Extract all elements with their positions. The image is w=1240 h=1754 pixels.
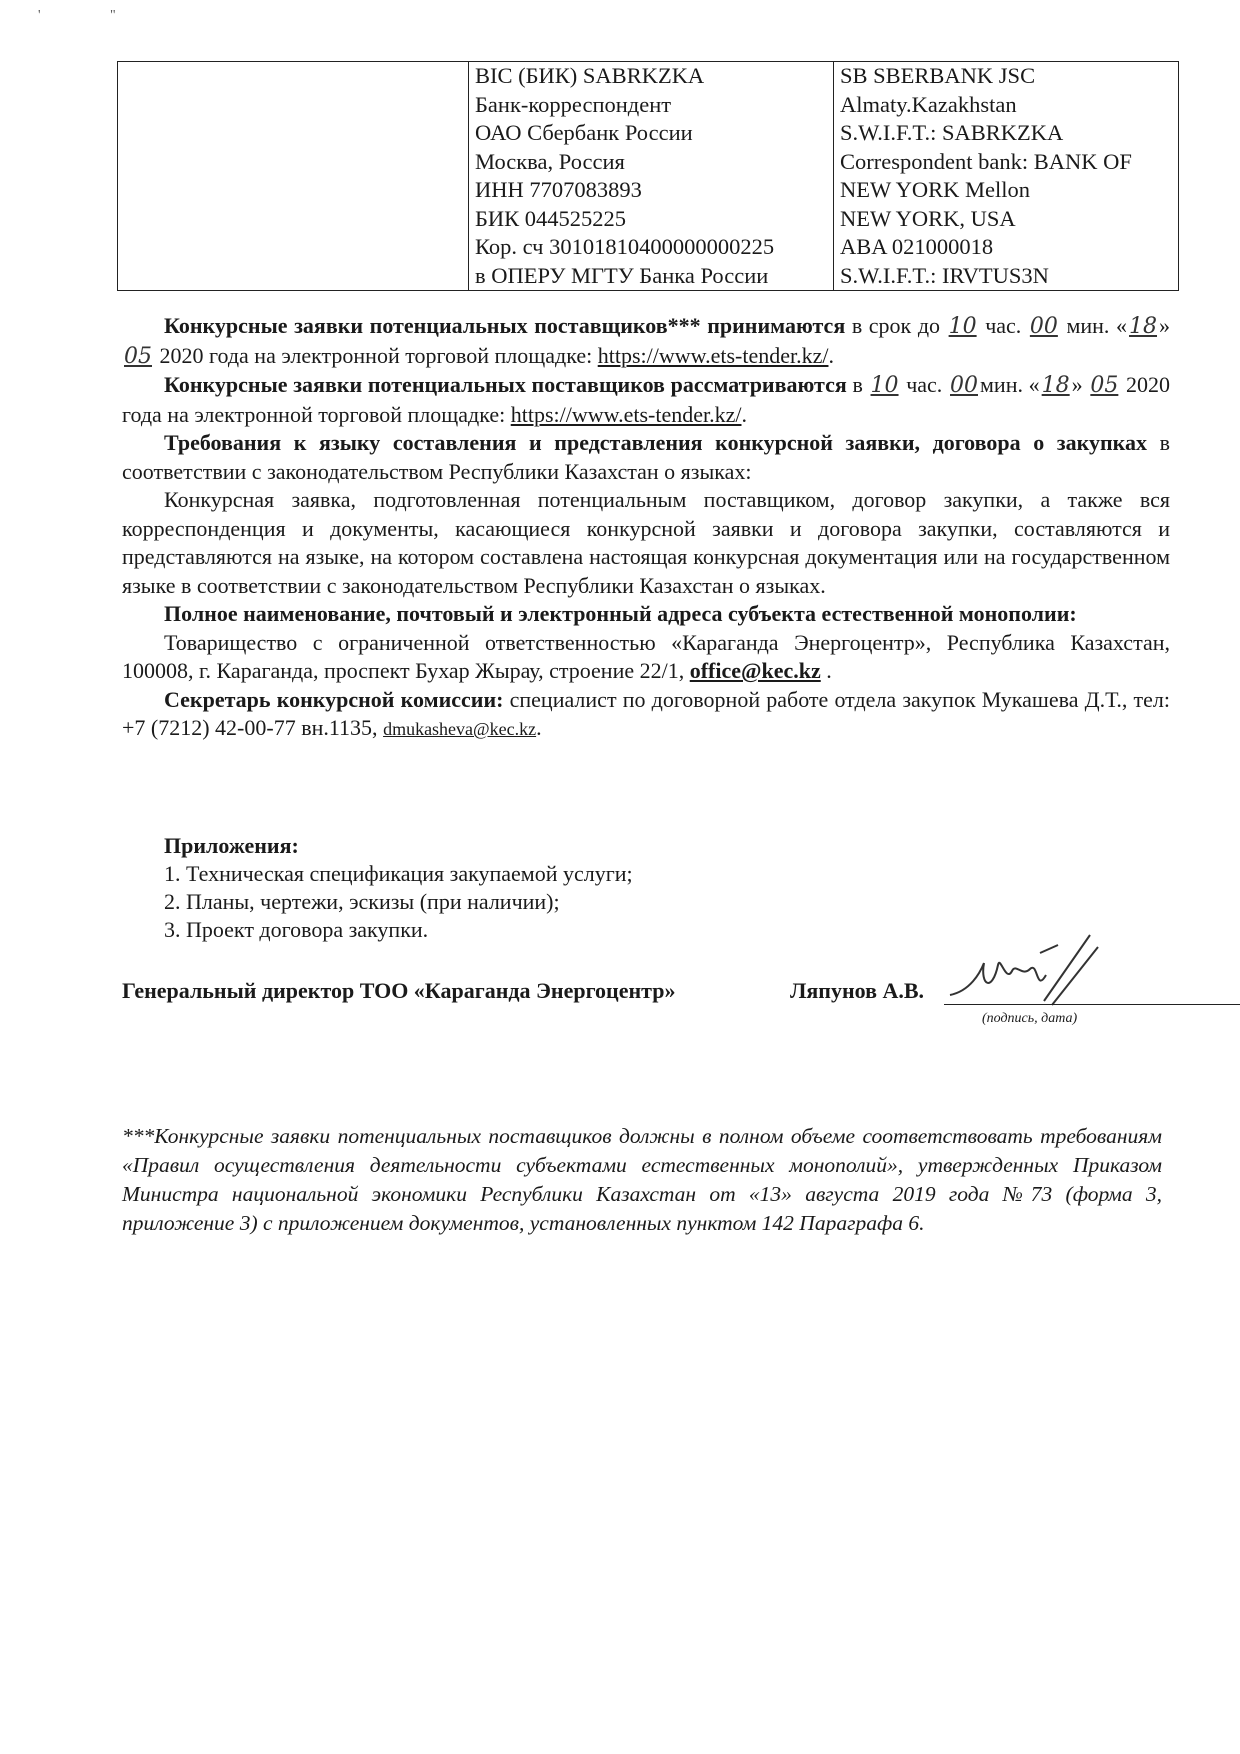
text: в срок до (845, 313, 947, 338)
office-email-link[interactable]: office@kec.kz (689, 658, 821, 683)
entity-heading-paragraph (122, 600, 1170, 629)
handwritten-minutes: 00 (1029, 314, 1058, 339)
bank-line: ИНН 7707083893 (475, 177, 642, 202)
bold-text: Конкурсные заявки потенциальных поставщиков*** принимаются (164, 313, 846, 338)
text: . (820, 658, 832, 683)
appendix-item: 3. Проект договора закупки. (164, 917, 429, 942)
signatory-position: Генеральный директор ТОО «Караганда Энергоцентр» (122, 978, 676, 1003)
bank-line: Банк-корреспондент (475, 91, 672, 117)
signatory-name: Ляпунов А.В. (790, 978, 925, 1003)
entity-address-paragraph (122, 629, 1170, 686)
tender-link[interactable]: https://www.ets-tender.kz/ (510, 401, 742, 427)
bank-table-empty-cell (118, 62, 469, 291)
handwritten-month: 05 (1090, 373, 1119, 398)
handwritten-hour: 10 (870, 373, 899, 398)
text: мин. « (980, 372, 1040, 397)
handwritten-day: 18 (1041, 373, 1070, 398)
text: . (828, 342, 834, 368)
handwritten-minutes: 00 (950, 373, 978, 398)
handwritten-day: 18 (1129, 314, 1158, 339)
bank-table-correspondent-usd (834, 62, 1179, 291)
bank-line: ABA 021000018 (840, 234, 994, 259)
secretary-email-link[interactable]: dmukasheva@kec.kz (383, 719, 537, 739)
bank-line: NEW YORK, USA (840, 205, 1016, 231)
bank-line: S.W.I.F.T.: SABRKZKA (840, 120, 1064, 145)
bank-line: ОАО Сбербанк России (475, 120, 693, 145)
submission-deadline-paragraph (122, 312, 1170, 371)
signature-caption: (подпись, дата) (982, 1011, 1078, 1026)
text: час. (978, 313, 1028, 338)
bank-line: Кор. сч 30101810400000000225 (475, 234, 775, 259)
text: . (741, 401, 747, 427)
bank-line: Москва, Россия (475, 148, 625, 174)
tender-link[interactable]: https://www.ets-tender.kz/ (597, 342, 829, 368)
text: специалист по договорной работе отдела закупок Мукашева Д.Т., тел: +7 (7212) 42-00-77 вн.1135, (122, 686, 1171, 740)
text: мин. « (1059, 313, 1128, 338)
text: час. (900, 372, 948, 397)
signature-line (944, 1004, 1240, 1005)
bank-details-table (117, 61, 1179, 291)
bank-line: Correspondent bank: BANK OF (840, 148, 1132, 174)
text: Товарищество с ограниченной ответственностью «Караганда Энергоцентр», Республика Казахстан, 100008, г. Караганда, проспект Бухар Жырау, строение 22/1, (122, 629, 1170, 683)
bold-text: Требования к языку составления и представления конкурсной заявки, договора о закупках (164, 430, 1148, 455)
text: 2020 года на электронной торговой площадке: (154, 342, 598, 368)
appendices-title: Приложения: (164, 833, 299, 858)
bank-line: Almaty.Kazakhstan (840, 91, 1017, 117)
appendix-item: 2. Планы, чертежи, эскизы (при наличии); (164, 889, 560, 914)
text: в соответствии с законодательством Республики Казахстан о языках: (122, 430, 1170, 484)
text: » (1071, 372, 1089, 397)
bank-line: BIC (БИК) SABRKZKA (475, 63, 705, 88)
appendices (164, 832, 633, 944)
bank-line: SB SBERBANK JSC (840, 63, 1036, 88)
text: в (846, 372, 869, 397)
bank-line: в ОПЕРУ МГТУ Банка России (475, 262, 769, 288)
bank-line: NEW YORK Mellon (840, 177, 1030, 202)
review-deadline-paragraph (122, 371, 1170, 429)
scan-mark: ' (38, 8, 41, 23)
language-requirements-paragraph (122, 429, 1170, 486)
handwritten-signature-icon (940, 933, 1100, 1013)
footnote: ***Конкурсные заявки потенциальных поставщиков должны в полном объеме соответствовать требованиям «Правил осуществления деятельности субъектами естественных монополий», утвержденных Приказом Министра национальной экономики Республики Казахстан от «13» августа 2019 года №73 (форма 3, приложение 3) с приложением документов, установленных пунктом 142 Параграфа 6. (122, 1124, 1162, 1235)
text: . (536, 715, 542, 740)
document-body (122, 312, 1170, 744)
language-details-paragraph: Конкурсная заявка, подготовленная потенциальным поставщиком, договор закупки, а также вся корреспонденция и документы, касающиеся конкурсной заявки и договора закупки, составляются и представляются на языке, на котором составлена настоящая конкурсная документация или на государственном языке в соответствии с законодательством Республики Казахстан о языках. (122, 487, 1170, 598)
handwritten-month: 05 (124, 343, 152, 369)
secretary-paragraph (122, 686, 1170, 744)
bank-line: S.W.I.F.T.: IRVTUS3N (840, 262, 1049, 288)
appendix-item: 1. Техническая спецификация закупаемой услуги; (164, 861, 633, 886)
bold-text: Конкурсные заявки потенциальных поставщиков рассматриваются (164, 372, 847, 397)
scan-mark: " (110, 8, 116, 23)
text: 2020 года на электронной торговой площадке: (122, 372, 1171, 427)
bold-text: Полное наименование, почтовый и электронный адреса субъекта естественной монополии: (164, 601, 1077, 626)
bank-table-correspondent-rub (469, 62, 834, 291)
text: » (1159, 313, 1171, 338)
handwritten-hour: 10 (948, 314, 977, 339)
bold-text: Секретарь конкурсной комиссии: (164, 686, 504, 712)
bank-line: БИК 044525225 (475, 205, 627, 231)
